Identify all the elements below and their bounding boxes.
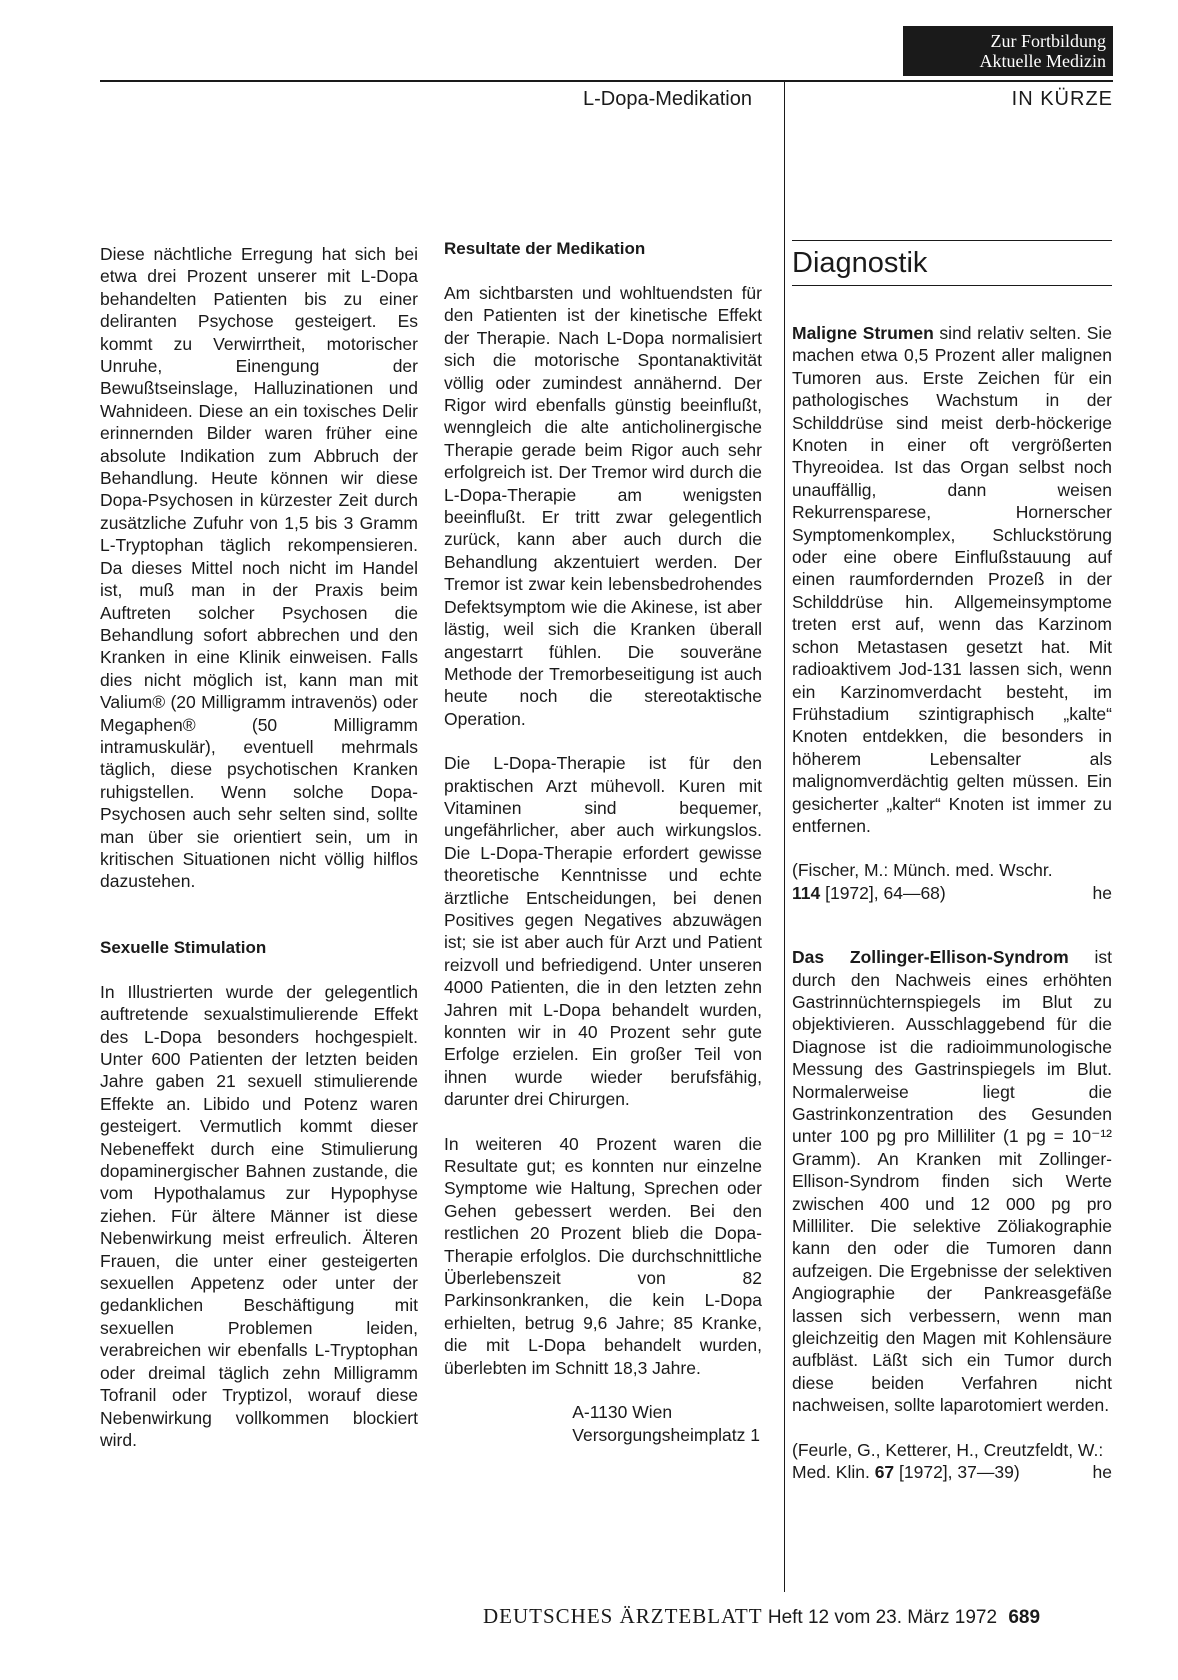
- column-1: [100, 243, 418, 1451]
- address-line: Versorgungsheimplatz 1: [572, 1424, 760, 1445]
- page-number: 689: [1008, 1607, 1041, 1628]
- col2-paragraph: Am sichtbarsten und wohltuendsten für den Patienten ist der kinetische Effekt der Therapie. Nach L-Dopa normalisiert sich die motorische Spontanaktivität völlig oder zumindest annähernd. Der Rigor wird ebenfalls günstig beeinflußt, wenngleich die alte anticholinergische Therapie gerade beim Rigor auch sehr erfolgreich ist. Der Tremor wird durch die L-Dopa-Therapie am wenigsten beeinflußt. Er tritt zwar gelegentlich zurück, kann aber auch durch die Behandlung akzentuiert werden. Der Tremor ist zwar kein lebensbedrohendes Defektsymptom wie die Akinese, ist aber lästig, weil sich die Kranken überall angestarrt fühlen. Die souveräne Methode der Tremorbeseitigung ist auch heute noch die stereotaktische Operation.: [444, 283, 762, 729]
- spacer: [100, 893, 418, 937]
- section-rule-top: [792, 240, 1112, 241]
- column-2: [444, 238, 762, 1446]
- item-lead: Maligne Strumen: [792, 323, 934, 343]
- col2-paragraph: Die L-Dopa-Therapie ist für den praktischen Arzt mühevoll. Kuren mit Vitaminen sind bequemer, ungefährlicher, aber auch wirkungslos. Die L-Dopa-Therapie erfordert gewisse theoretische Kenntnisse und echte ärztliche Entscheidungen, bei denen Positives gegen Negatives abzuwägen ist; sie ist aber auch für Arzt und Patient reizvoll und befriedigend. Unter unseren 4000 Patienten, die in den letzten zehn Jahren mit L-Dopa behandelt wurden, konnten wir in 40 Prozent sehr gute Erfolge erzielen. Ein großer Teil von ihnen wurde wieder berufsfähig, darunter drei Chirurgen.: [444, 753, 762, 1110]
- author-initials: he: [1092, 1462, 1112, 1483]
- header-rule: [100, 80, 1113, 82]
- column-divider: [784, 82, 785, 1592]
- section-title: Diagnostik: [792, 247, 928, 279]
- author-initials: he: [1092, 882, 1112, 903]
- citation-2: (Feurle, G., Ketterer, H., Creutzfeldt, W.: Med. Klin. 67 [1972], 37—39) he: [792, 1439, 1112, 1483]
- section-tag: [903, 26, 1113, 76]
- section-tag-line1: Zur Fortbildung: [990, 31, 1106, 51]
- spacer: [444, 1379, 762, 1401]
- running-head-left: L-Dopa-Medikation: [583, 88, 752, 110]
- item-text: sind relativ selten. Sie machen etwa 0,5 Prozent aller malignen Tumoren aus. Erste Zeichen für ein pathologisches Wachstum in der Schilddrüse sind meist derb-höckerige Knoten in einer oft vergrößerten Thyreoidea. Ist das Organ selbst noch unauffällig, dann weisen Rekurrensparese, Hornerscher Symptomenkomplex, Schluckstörung oder eine obere Einflußstauung auf einen raumfordernden Prozeß in der Schilddrüse hin. Allgemeinsymptome treten erst auf, wenn das Karzinom schon Metastasen gesetzt hat. Mit radioaktivem Jod-131 lassen sich, wenn ein Karzinomverdacht besteht, im Frühstadium szintigraphisch „kalte“ Knoten entdekken, die besonders in höherem Lebensalter als malignomverdächtig gelten müssen. Ein gesicherter „kalter“ Knoten ist immer zu entfernen.: [792, 323, 1112, 836]
- citation-1: (Fischer, M.: Münch. med. Wschr. 114 [1972], 64—68) he: [792, 860, 1112, 903]
- news-item-2: [792, 946, 1112, 1417]
- item-lead: Das Zollinger-Ellison-Syndrom: [792, 947, 1069, 968]
- col1-paragraph: Diese nächtliche Erregung hat sich bei etwa drei Prozent unserer mit L-Dopa behandelten Patienten bis zu einer deliranten Psychose gesteigert. Es kommt zu Verwirrtheit, motorischer Unruhe, Einengung der Bewußtseinslage, Halluzinationen und Wahnideen. Diese an ein toxisches Delir erinnernden Bilder waren früher eine absolute Indikation zum Abbruch der Behandlung. Heute können wir diese Dopa-Psychosen in kürzester Zeit durch zusätzliche Zufuhr von 1,5 bis 3 Gramm L-Tryptophan täglich rekompensieren. Da dieses Mittel noch nicht im Handel ist, muß man in der Praxis beim Auftreten solcher Psychosen die Behandlung sofort abbrechen und den Kranken in eine Klinik einweisen. Falls dies nicht möglich ist, kann man mit Valium® (20 Milligramm intravenös) oder Megaphen® (50 Milligramm intramuskulär), eventuell mehrmals täglich, diese psychotischen Kranken ruhigstellen. Wenn solche Dopa-Psychosen auch sehr selten sind, sollte man über sie orientiert sein, um in kritischen Situationen nicht völlig hilflos dazustehen.: [100, 244, 418, 892]
- address-line: A-1130 Wien: [572, 1402, 673, 1423]
- col2-paragraph: In weiteren 40 Prozent waren die Resultate gut; es konnten nur einzelne Symptome wie Haltung, Sprechen oder Gehen gebessert werden. Bei den restlichen 20 Prozent blieb die Dopa-Therapie erfolglos. Die durchschnittliche Überlebenszeit von 82 Parkinsonkranken, die kein L-Dopa erhielten, betrug 9,6 Jahre; 85 Kranke, die mit L-Dopa behandelt wurden, überlebten im Schnitt 18,3 Jahre.: [444, 1133, 762, 1378]
- col2-heading: Resultate der Medikation: [444, 239, 646, 258]
- spacer: [792, 286, 1112, 322]
- section-tag-line2: Aktuelle Medizin: [979, 51, 1106, 71]
- issue-info: Heft 12 vom 23. März 1972: [767, 1607, 998, 1628]
- column-3: [792, 240, 1112, 1484]
- item-text: ist durch den Nachweis eines erhöhten Gastrinnüchternspiegels im Blut zu objektivieren. Ausschlaggebend für die Diagnose ist die radioimmunologische Messung des Gastrinspiegels im Blut. Normalerweise liegt die Gastrinkonzentration des Gesunden unter 100 pg pro Milliliter (1 pg = 10⁻¹² Gramm). An Kranken mit Zollinger-Ellison-Syndrom finden sich Werte zwischen 400 und 12 000 pg pro Milliliter. Die selektive Zöliakographie kann den oder die Tumoren dann aufzeigen. Die Ergebnisse der selektiven Angiographie der Pankreasgefäße lassen sich verbessern, wenn man gleichzeitig den Magen mit Kohlensäure aufbläst. Läßt sich ein Tumor durch diese beiden Verfahren nicht nachweisen, sollte laparotomiert werden.: [792, 947, 1112, 1416]
- running-head-right: IN KÜRZE: [1011, 88, 1113, 110]
- spacer: [792, 904, 1112, 946]
- news-item-1: [792, 322, 1112, 837]
- author-address: [444, 1401, 762, 1446]
- journal-name: DEUTSCHES ÄRZTEBLATT: [483, 1604, 763, 1628]
- page-footer: [483, 1604, 1113, 1630]
- col1-paragraph: In Illustrierten wurde der gelegentlich auftretende sexualstimulierende Effekt des L-Dopa besonders hochgespielt. Unter 600 Patienten der letzten beiden Jahre gaben 21 sexuell stimulierende Effekte an. Libido und Potenz waren gesteigert. Vermutlich kommt dieser Nebeneffekt durch eine Stimulierung dopaminergischer Bahnen zustande, die vom Hypothalamus zur Hypophyse ziehen. Für ältere Männer ist diese Nebenwirkung meist erfreulich. Älteren Frauen, die unter einer gesteigerten sexuellen Appetenz oder unter der gedanklichen Beschäftigung mit sexuellen Problemen leiden, verabreichen wir ebenfalls L-Tryptophan oder dreimal täglich zehn Milligramm Tofranil oder Tryptizol, worauf diese Nebenwirkung vollkommen blockiert wird.: [100, 981, 418, 1450]
- col1-subheading: Sexuelle Stimulation: [100, 937, 267, 957]
